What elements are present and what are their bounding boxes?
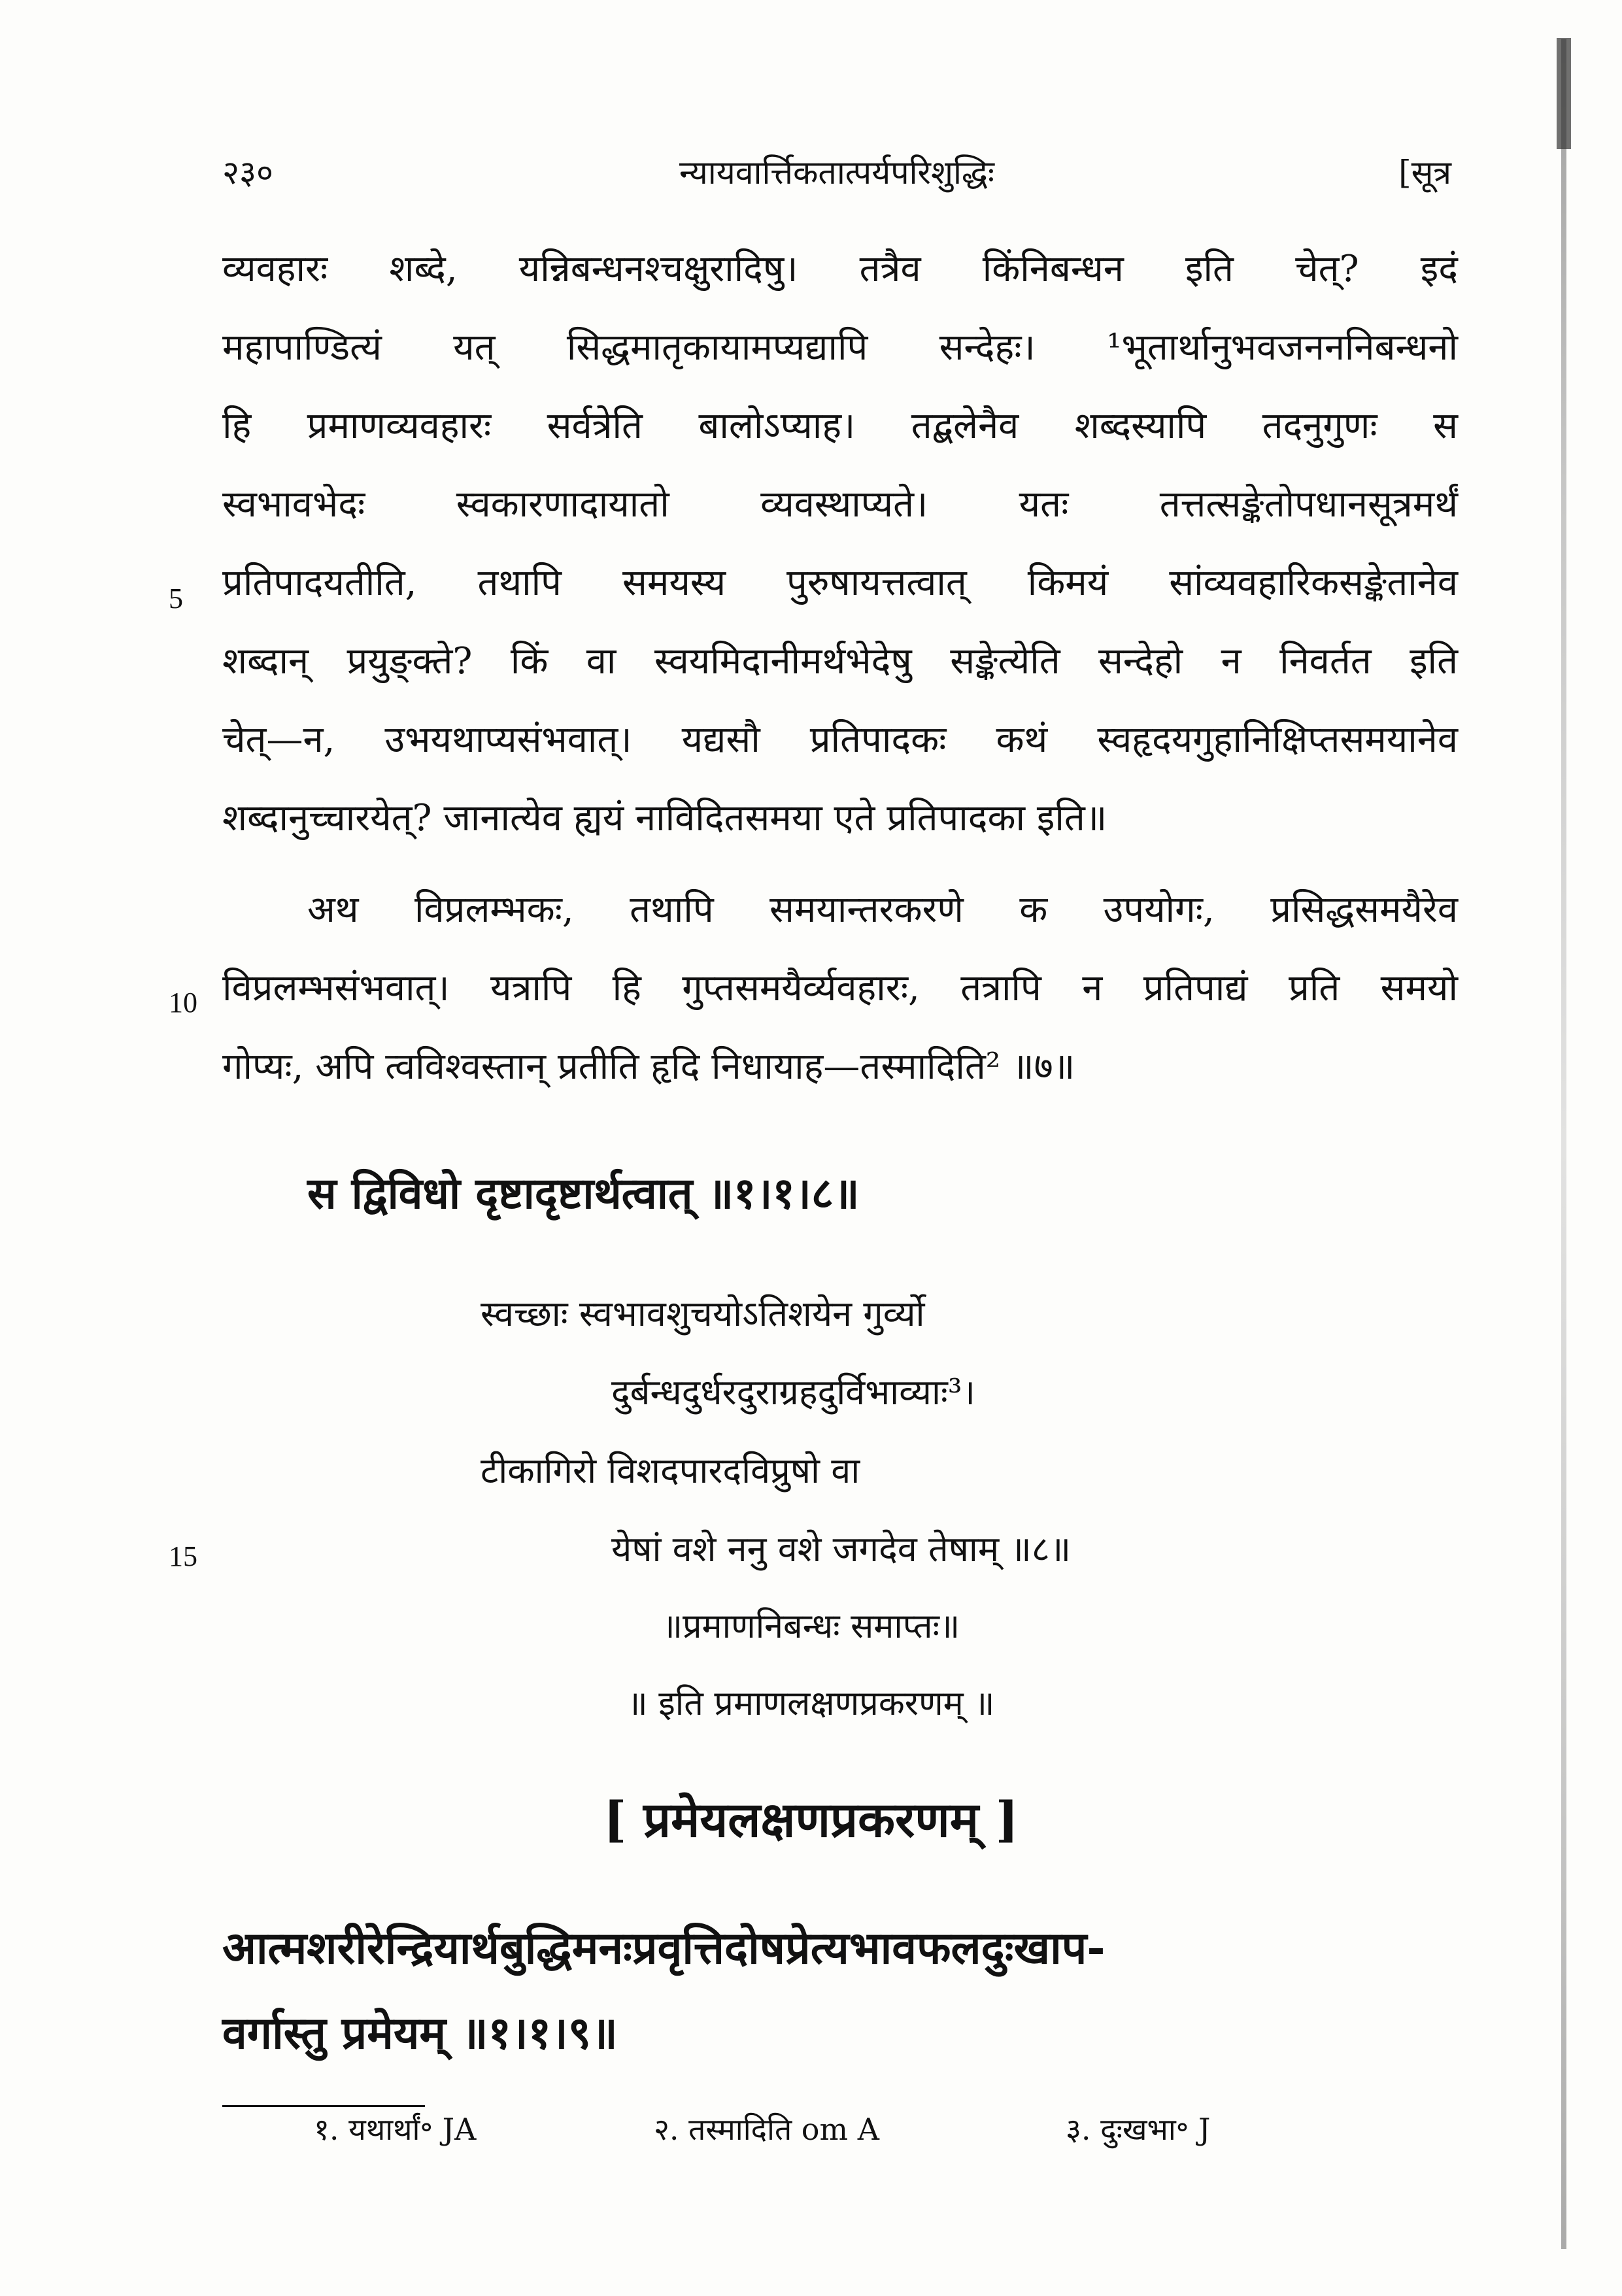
section-title: [ प्रमेयलक्षणप्रकरणम् ] [603,1792,1019,1848]
sutra-line: आत्मशरीरेन्द्रियार्थबुद्धिमनःप्रवृत्तिदोषप्रेत्यभावफलदुःखाप- [222,1922,1106,1974]
verse-line: दुर्बन्धदुर्धरदुराग्रहदुर्विभाव्याः³। [611,1372,975,1413]
text-line: गोप्यः, अपि त्वविश्वस्तान् प्रतीति हृदि निधायाह—तस्मादिति² ॥७॥ [222,1045,1075,1088]
section-label: [सूत्र [1398,154,1451,192]
text-line: व्यवहारः शब्दे, यन्निबन्धनश्चक्षुरादिषु। तत्रैव किंनिबन्धन इति चेत्? इदं [222,248,1458,290]
colophon-line: ॥ इति प्रमाणलक्षणप्रकरणम् ॥ [627,1684,995,1723]
sutra-line: वर्गास्तु प्रमेयम् ॥१।१।९॥ [222,2007,618,2059]
text-line: प्रतिपादयतीति, तथापि समयस्य पुरुषायत्तत्वात् किमयं सांव्यवहारिकसङ्केतानेव [222,562,1458,604]
footnote-rule [222,2105,425,2107]
footnote: १. यथार्थां॰ JA [314,2112,477,2147]
verse-line: येषां वशे ननु वशे जगदेव तेषाम् ॥८॥ [611,1528,1072,1570]
footnote: ३. दुःखभा॰ J [1066,2112,1211,2147]
page-edge-mark [1557,38,1571,149]
text-line: शब्दानुच्चारयेत्? जानात्येव ह्ययं नाविदितसमया एते प्रतिपादका इति॥ [222,797,1107,839]
verse-line: स्वच्छाः स्वभावशुचयोऽतिशयेन गुर्व्यो [481,1293,925,1334]
text-line: चेत्—न, उभयथाप्यसंभवात्। यद्यसौ प्रतिपादकः कथं स्वहृदयगुहानिक्षिप्तसमयानेव [222,718,1458,761]
text-line: महापाण्डित्यं यत् सिद्धमातृकायामप्यद्यापि सन्देहः। ¹भूतार्थानुभवजनननिबन्धनो [222,326,1458,369]
text-line: स्वभावभेदः स्वकारणादायातो व्यवस्थाप्यते। यतः तत्तत्सङ्केतोपधानसूत्रमर्थं [222,483,1458,526]
text-line: शब्दान् प्रयुङ्क्ते? किं वा स्वयमिदानीमर्थभेदेषु सङ्केत्येति सन्देहो न निवर्तत इति [222,640,1458,683]
page-edge-shadow [1561,39,1566,2249]
running-header [222,149,1451,201]
page-number: २३० [222,154,273,192]
text-line: अथ विप्रलम्भकः, तथापि समयान्तरकरणे क उपयोगः, प्रसिद्धसमयैरेव [307,888,1458,931]
line-number: 5 [169,582,183,615]
line-number: 15 [169,1540,197,1572]
footnote: २. तस्मादिति om A [654,2112,879,2147]
line-number: 10 [169,987,197,1019]
text-line: विप्रलम्भसंभवात्। यत्रापि हि गुप्तसमयैर्व्यवहारः, तत्रापि न प्रतिपाद्यं प्रति समयो [222,967,1458,1009]
verse-line: टीकागिरो विशदपारदविप्रुषो वा [481,1450,860,1491]
colophon-line: ॥प्रमाणनिबन्धः समाप्तः॥ [662,1607,960,1646]
sutra-heading: स द्विविधो दृष्टादृष्टार्थत्वात् ॥१।१।८॥ [307,1168,860,1219]
running-title: न्यायवार्त्तिकतात्पर्यपरिशुद्धिः [679,154,994,192]
text-line: हि प्रमाणव्यवहारः सर्वत्रेति बालोऽप्याह। तद्बलेनैव शब्दस्यापि तदनुगुणः स [222,405,1458,447]
